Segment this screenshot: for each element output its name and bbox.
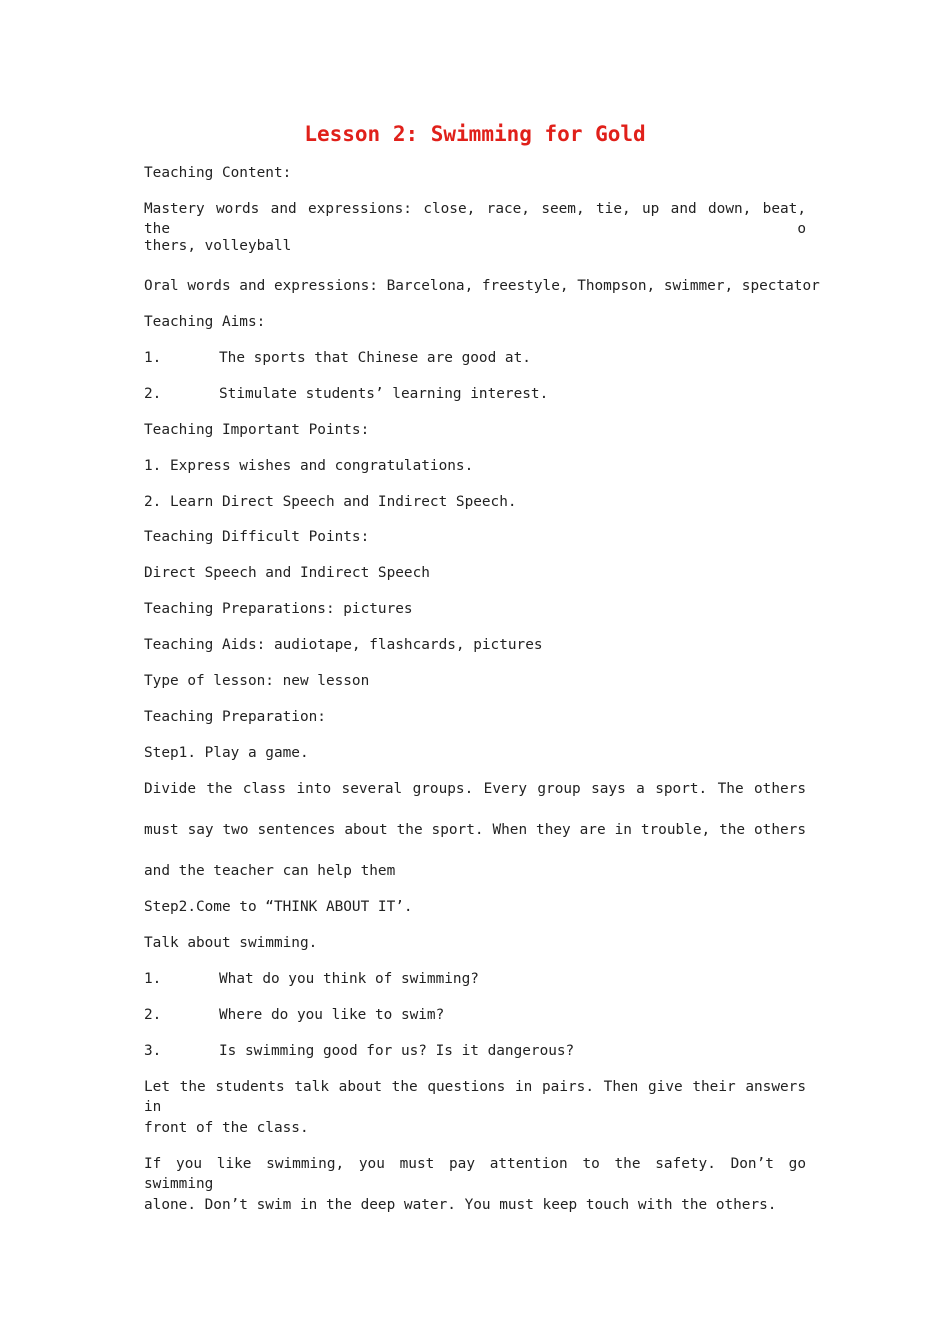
important-point: 1. Express wishes and congratulations.	[144, 458, 474, 474]
aim-number: 1.	[144, 350, 162, 366]
question-text: Is swimming good for us? Is it dangerous?	[219, 1043, 575, 1059]
mastery-words-line: Mastery words and expressions: close, race, seem, tie, up and down, beat, the o	[144, 201, 806, 237]
step1-paragraph-line: and the teacher can help them	[144, 863, 396, 879]
pairs-paragraph-line: Let the students talk about the questions in pairs. Then give their answers in	[144, 1079, 806, 1115]
question-number: 3.	[144, 1043, 162, 1059]
question-number: 1.	[144, 971, 162, 987]
important-point: 2. Learn Direct Speech and Indirect Speech.	[144, 494, 517, 510]
mastery-words-line-cont: thers, volleyball	[144, 238, 292, 254]
teaching-content-label: Teaching Content:	[144, 165, 292, 181]
difficult-points-label: Teaching Difficult Points:	[144, 529, 370, 545]
safety-paragraph-line: If you like swimming, you must pay attention to the safety. Don’t go swimming	[144, 1156, 806, 1192]
page-title: Lesson 2: Swimming for Gold	[304, 122, 646, 146]
pairs-paragraph-line: front of the class.	[144, 1120, 309, 1136]
difficult-points-text: Direct Speech and Indirect Speech	[144, 565, 430, 581]
aim-text: The sports that Chinese are good at.	[219, 350, 531, 366]
teaching-preparations-line: Teaching Preparations: pictures	[144, 601, 413, 617]
aim-text: Stimulate students’ learning interest.	[219, 386, 549, 402]
important-points-label: Teaching Important Points:	[144, 422, 370, 438]
step2-heading: Step2.Come to “THINK ABOUT IT’.	[144, 899, 413, 915]
oral-words-line: Oral words and expressions: Barcelona, freestyle, Thompson, swimmer, spectator	[144, 278, 820, 294]
teaching-aids-line: Teaching Aids: audiotape, flashcards, pictures	[144, 637, 543, 653]
aim-number: 2.	[144, 386, 162, 402]
teaching-aims-label: Teaching Aims:	[144, 314, 266, 330]
step1-paragraph-line: must say two sentences about the sport. When they are in trouble, the others	[144, 822, 806, 838]
question-number: 2.	[144, 1007, 162, 1023]
lesson-type-line: Type of lesson: new lesson	[144, 673, 370, 689]
teaching-preparation-label: Teaching Preparation:	[144, 709, 326, 725]
question-text: Where do you like to swim?	[219, 1007, 445, 1023]
step1-heading: Step1. Play a game.	[144, 745, 309, 761]
question-text: What do you think of swimming?	[219, 971, 479, 987]
step1-paragraph-line: Divide the class into several groups. Every group says a sport. The others	[144, 781, 806, 797]
safety-paragraph-line: alone. Don’t swim in the deep water. You must keep touch with the others.	[144, 1197, 777, 1213]
talk-about-line: Talk about swimming.	[144, 935, 318, 951]
